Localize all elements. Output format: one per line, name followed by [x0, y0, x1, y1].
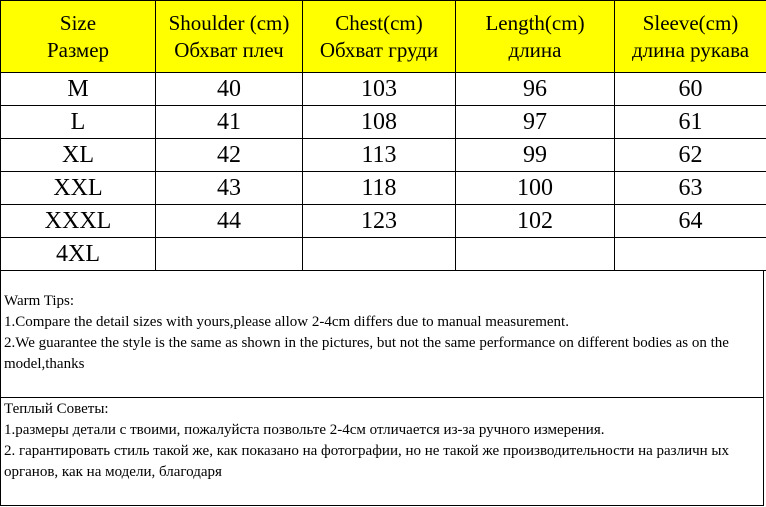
cell-length: 96	[456, 73, 615, 106]
cell-sleeve: 62	[615, 139, 766, 172]
cell-size: XXXL	[1, 205, 156, 238]
cell-length: 97	[456, 106, 615, 139]
header-length: Length(cm) длина	[456, 1, 615, 73]
header-size: Size Размер	[1, 1, 156, 73]
cell-chest: 113	[303, 139, 456, 172]
tips-title: Warm Tips:	[4, 293, 75, 309]
cell-sleeve: 61	[615, 106, 766, 139]
cell-chest: 103	[303, 73, 456, 106]
cell-chest: 123	[303, 205, 456, 238]
cell-shoulder: 42	[156, 139, 303, 172]
warm-tips-english	[0, 271, 764, 398]
cell-sleeve: 64	[615, 205, 766, 238]
tips-line: 2. гарантировать стиль такой же, как показано на фотографии, но не такой же производительности на различн ых органов, как на модели, благодаря	[4, 443, 730, 480]
tips-title: Теплый Советы:	[4, 401, 109, 417]
cell-length: 99	[456, 139, 615, 172]
cell-size: XL	[1, 139, 156, 172]
cell-size: M	[1, 73, 156, 106]
cell-length: 100	[456, 172, 615, 205]
warm-tips-russian	[0, 398, 764, 506]
cell-length: 102	[456, 205, 615, 238]
cell-shoulder: 40	[156, 73, 303, 106]
header-shoulder: Shoulder (cm) Обхват плеч	[156, 1, 303, 73]
tips-line: 1.размеры детали с твоими, пожалуйста позвольте 2-4см отличается из-за ручного измерения.	[4, 422, 605, 438]
cell-shoulder: 43	[156, 172, 303, 205]
header-row	[1, 1, 766, 73]
cell-chest: 118	[303, 172, 456, 205]
table-row	[1, 106, 766, 139]
table-row	[1, 73, 766, 106]
header-chest: Chest(cm) Обхват груди	[303, 1, 456, 73]
cell-shoulder: 44	[156, 205, 303, 238]
cell-shoulder: 41	[156, 106, 303, 139]
table-row	[1, 238, 766, 271]
cell-length	[456, 238, 615, 271]
cell-chest	[303, 238, 456, 271]
cell-sleeve	[615, 238, 766, 271]
cell-size: 4XL	[1, 238, 156, 271]
table-row	[1, 139, 766, 172]
cell-chest: 108	[303, 106, 456, 139]
table-row	[1, 205, 766, 238]
cell-size: XXL	[1, 172, 156, 205]
cell-sleeve: 60	[615, 73, 766, 106]
header-sleeve: Sleeve(cm) длина рукава	[615, 1, 766, 73]
cell-size: L	[1, 106, 156, 139]
tips-line: 1.Compare the detail sizes with yours,please allow 2-4cm differs due to manual measurement.	[4, 314, 569, 330]
table-row	[1, 172, 766, 205]
cell-sleeve: 63	[615, 172, 766, 205]
cell-shoulder	[156, 238, 303, 271]
tips-line: 2.We guarantee the style is the same as shown in the pictures, but not the same performance on different bodies as on the model,thanks	[4, 335, 729, 372]
